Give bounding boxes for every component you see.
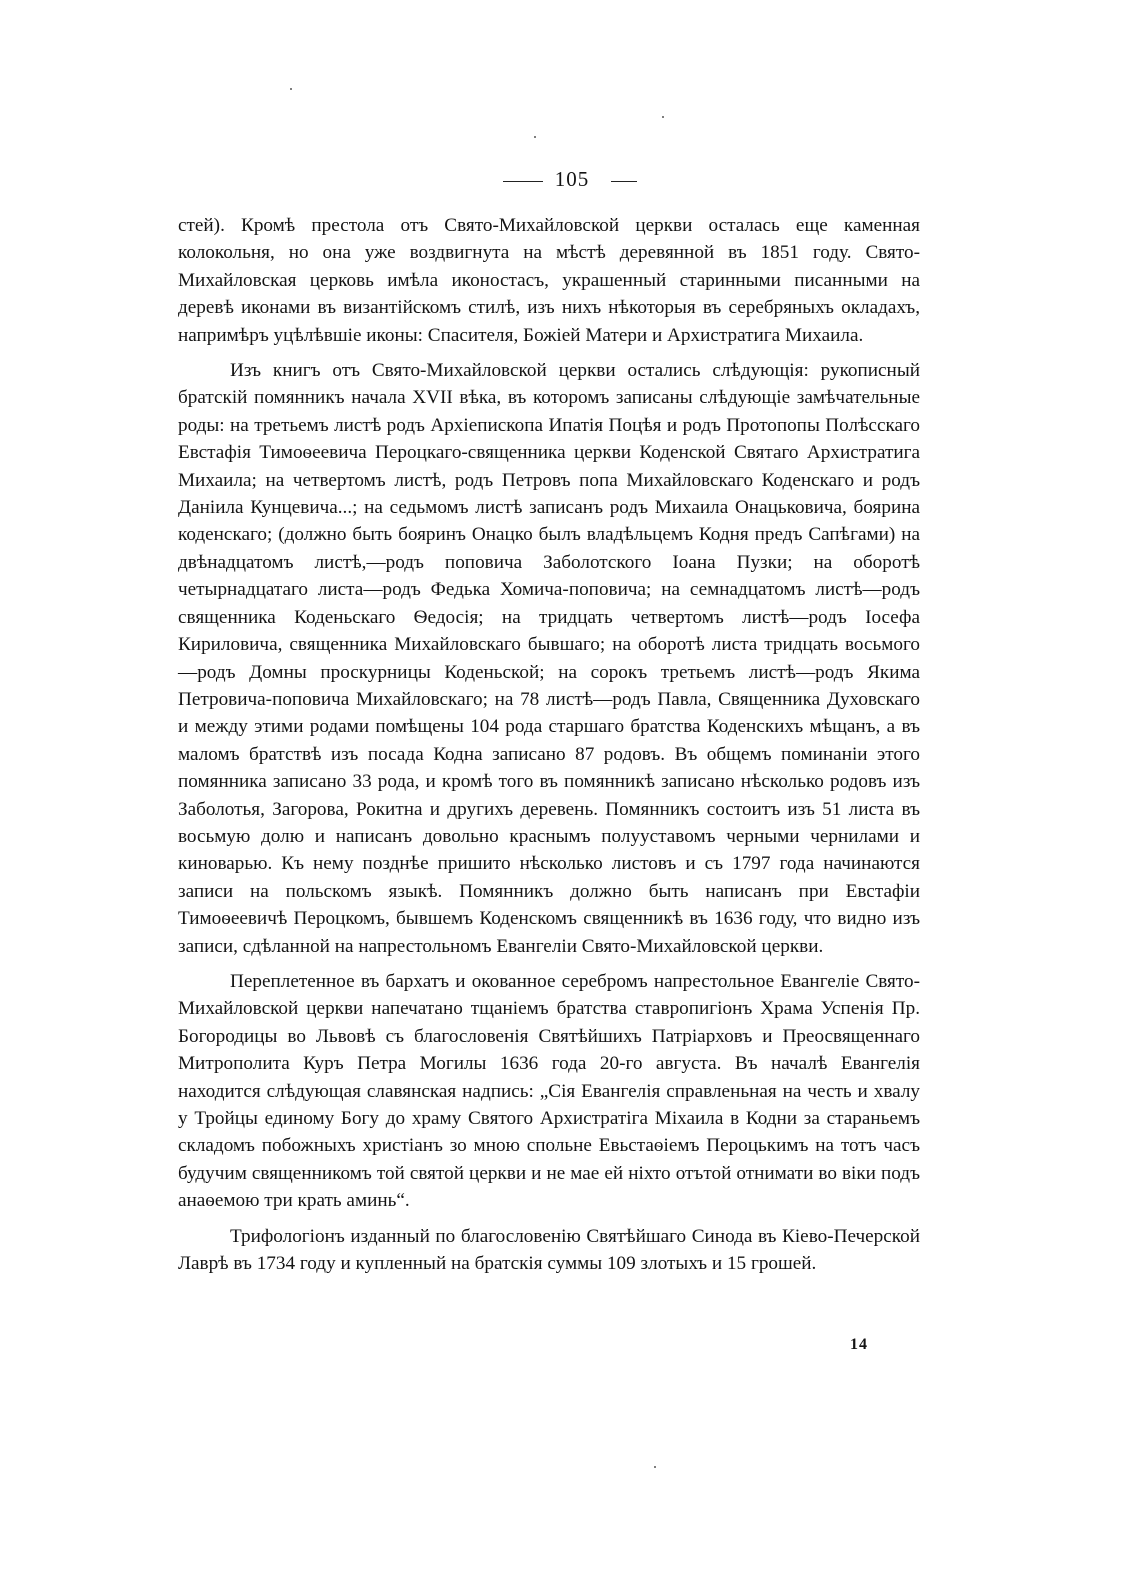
body-text (178, 212, 920, 1285)
header-dash-left (503, 181, 543, 182)
print-speck (534, 136, 536, 138)
print-speck (290, 88, 292, 90)
paragraph-4: Трифологiонъ изданный по благословенiю Святѣйшаго Синода въ Кiево-Печерской Лаврѣ въ 1734 году и купленный на братскiя суммы 109 злотыхъ и 15 грошей. (178, 1225, 920, 1275)
page-number: 105 (554, 167, 590, 191)
paragraph-3: Переплетенное въ бархатъ и окованное серебромъ напрестольное Евангелiе Свято-Михайловской церкви напечатано тщанiемъ братства ставропигiонъ Храма Успенiя Пр. Богородицы во Львовѣ съ благословенiя Святѣйшихъ Патрiарховъ и Преосвященнаго Митрополита Куръ Петра Могилы 1636 года 20-го августа. Въ началѣ Евангелiя находится слѣдующая славянская надпись: „Сiя Евангелiя справленьная на честь и хвалу у Тройцы единому Богу до храму Святого Архистратiга Мiхаила в Кодни за стараньемъ складомъ побожныхъ христiанъ зо мною спольне Евьстаѳiемъ Пероцькимъ на тотъ часъ будучим священникомъ той святой церкви и не мае ей нiхто отътой отнимати во вiки подъ анаѳемою три крать аминь“. (178, 970, 920, 1212)
paragraph-1: стей). Кромѣ престола отъ Свято-Михайловской церкви осталась еще каменная колокольня, но она уже воздвигнута на мѣстѣ деревянной въ 1851 году. Свято-Михайловская церковь имѣла иконостасъ, украшенный старинными писанными на деревѣ иконами въ византiйскомъ стилѣ, изъ нихъ нѣкоторыя въ серебряныхъ окладахъ, напримѣръ уцѣлѣвшiе иконы: Спасителя, Божiей Матери и Архистратига Михаила. (178, 215, 920, 346)
signature-mark: 14 (850, 1336, 868, 1353)
page-header (0, 167, 1140, 192)
print-speck (654, 1466, 656, 1468)
header-dash-right (611, 181, 637, 182)
print-speck (662, 116, 664, 118)
paragraph-2: Изъ книгъ отъ Свято-Михайловской церкви остались слѣдующiя: рукописный братскiй помянникъ начала XVII вѣка, въ которомъ записаны слѣдующiе замѣчательные роды: на третьемъ листѣ родъ Архiепископа Ипатiя Поцѣя и родъ Протопопы Полѣсскаго Евстафiя Тимоѳеевича Пероцкаго-священника церкви Коденской Святаго Архистратига Михаила; на четвертомъ листѣ, родъ Петровъ попа Михайловскаго Коденскаго и родъ Данiила Кунцевича...; на седьмомъ листѣ записанъ родъ Михаила Онацьковича, боярина коденскаго; (должно быть бояринъ Онацко былъ владѣльцемъ Кодня предъ Сапѣгами) на двѣнадцатомъ листѣ,—родъ поповича Заболотского Iоана Пузки; на оборотѣ четырнадцатаго листа—родъ Федька Хомича-поповича; на семнадцатомъ листѣ—родъ священника Коденьскаго Ѳедосiя; на тридцать четвертомъ листѣ—родъ Iосефа Кириловича, священника Михайловскаго бывшаго; на оборотѣ листа тридцать восьмого—родъ Домны проскурницы Коденьской; на сорокъ третьемъ листѣ—родъ Якима Петровича-поповича Михайловскаго; на 78 листѣ—родъ Павла, Священника Духовскаго и между этими родами помѣщены 104 рода старшаго братства Коденскихъ мѣщанъ, а въ маломъ братствѣ изъ посада Кодна записано 87 родовъ. Въ общемъ поминанiи этого помянника записано 33 рода, и кромѣ того въ помянникѣ записано нѣсколько родовъ изъ Заболотья, Загорова, Рокитна и другихъ деревень. Помянникъ состоитъ изъ 51 листа въ восьмую долю и написанъ довольно краснымъ полууставомъ черными чернилами и киноварью. Къ нему позднѣе пришито нѣсколько листовъ и съ 1797 года начинаются записи на польскомъ языкѣ. Помянникъ должно быть написанъ при Евстафiи Тимоѳеевичѣ Пероцкомъ, бывшемъ Коденскомъ священникѣ въ 1636 году, что видно изъ записи, сдѣланной на напрестольномъ Евангелiи Свято-Михайловской церкви. (178, 360, 920, 957)
